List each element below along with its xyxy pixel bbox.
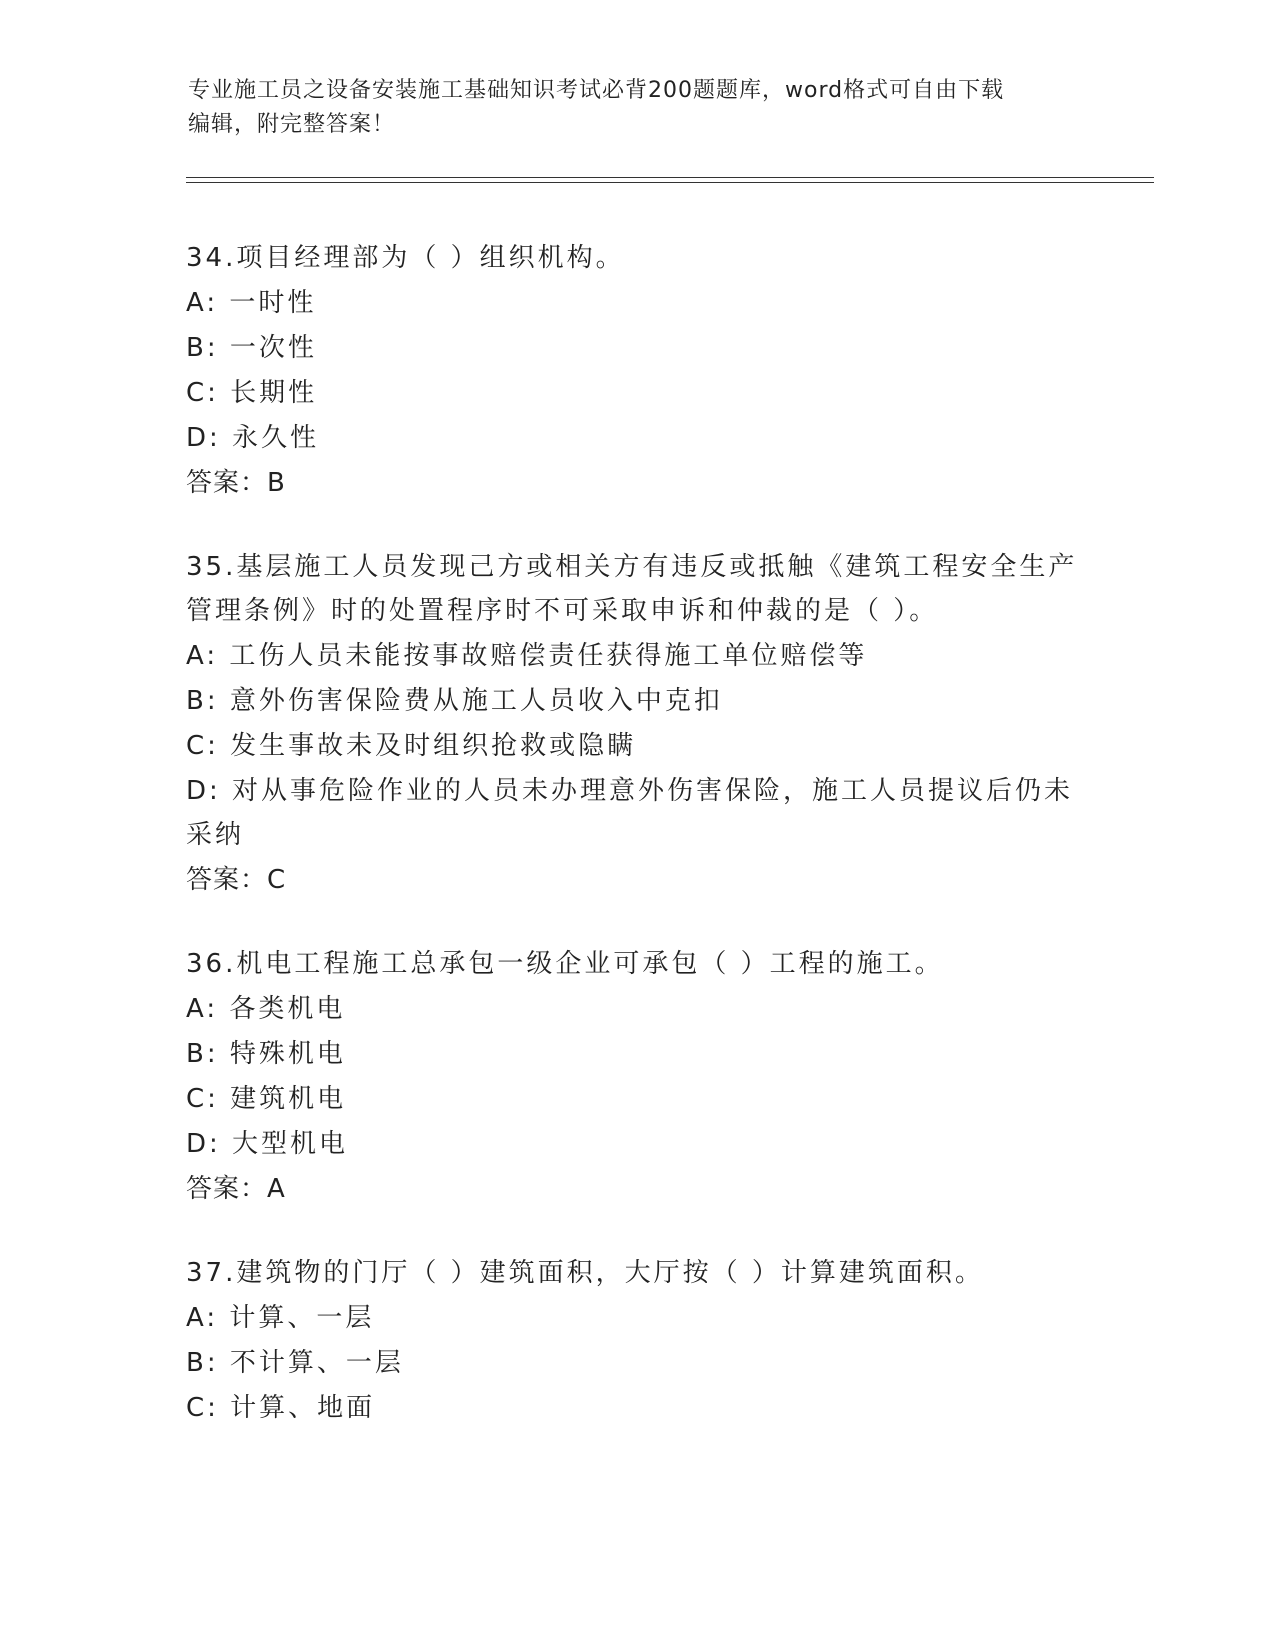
- option-c: C: 发生事故未及时组织抢救或隐瞒: [186, 731, 637, 761]
- header-divider-bottom: [186, 182, 1154, 183]
- option-c: C: 建筑机电: [186, 1084, 347, 1114]
- header-line-1: 专业施工员之设备安装施工基础知识考试必背200题题库，word格式可自由下载: [188, 78, 1005, 103]
- option-b: B: 特殊机电: [186, 1039, 346, 1069]
- option-d: D: 对从事危险作业的人员未办理意外伤害保险，施工人员提议后仍未采纳: [186, 776, 1074, 850]
- question-list: [186, 236, 1096, 1470]
- question-34: [186, 236, 1096, 505]
- answer-line: 答案：A: [186, 1174, 286, 1204]
- option-d: D: 大型机电: [186, 1129, 349, 1159]
- answer-line: 答案：C: [186, 865, 287, 895]
- option-a: A: 一时性: [186, 288, 317, 318]
- option-d: D: 永久性: [186, 423, 320, 453]
- question-stem: 36.机电工程施工总承包一级企业可承包（ ）工程的施工。: [186, 949, 944, 979]
- question-36: [186, 942, 1096, 1211]
- document-header: [188, 74, 1088, 142]
- question-35: [186, 545, 1096, 902]
- question-stem: 37.建筑物的门厅（ ）建筑面积，大厅按（ ）计算建筑面积。: [186, 1258, 984, 1288]
- header-divider-top: [186, 177, 1154, 178]
- option-a: A: 计算、一层: [186, 1303, 375, 1333]
- option-c: C: 长期性: [186, 378, 318, 408]
- option-b: B: 不计算、一层: [186, 1348, 404, 1378]
- question-stem: 34.项目经理部为（ ）组织机构。: [186, 243, 625, 273]
- option-b: B: 意外伤害保险费从施工人员收入中克扣: [186, 686, 723, 716]
- header-line-2: 编辑，附完整答案！: [188, 112, 396, 137]
- option-a: A: 工伤人员未能按事故赔偿责任获得施工单位赔偿等: [186, 641, 868, 671]
- option-c: C: 计算、地面: [186, 1393, 376, 1423]
- option-a: A: 各类机电: [186, 994, 346, 1024]
- option-b: B: 一次性: [186, 333, 317, 363]
- question-stem: 35.基层施工人员发现己方或相关方有违反或抵触《建筑工程安全生产管理条例》时的处置程序时不可采取申诉和仲裁的是（ ）。: [186, 552, 1078, 626]
- answer-line: 答案：B: [186, 468, 286, 498]
- question-37: [186, 1251, 1096, 1430]
